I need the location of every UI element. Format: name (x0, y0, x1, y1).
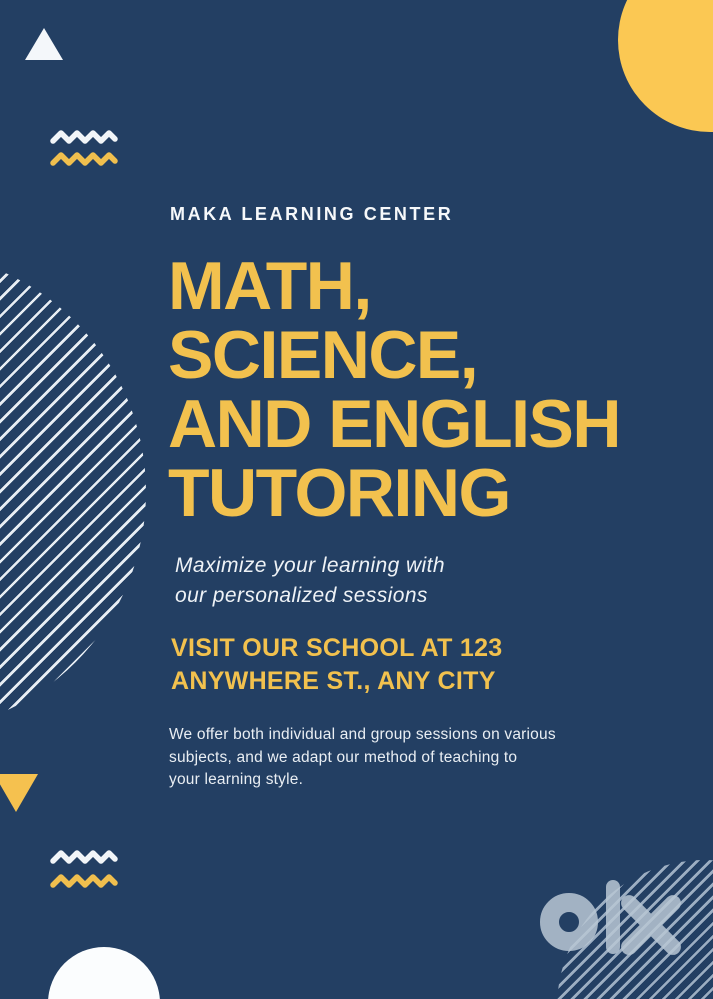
olx-logo (538, 878, 686, 958)
triangle-up-icon (25, 28, 63, 60)
zigzag-white-bottom-icon (50, 848, 118, 866)
white-circle-decoration (48, 947, 160, 999)
address-line-1: VISIT OUR SCHOOL AT 123 (171, 634, 503, 662)
zigzag-white-top-icon (50, 128, 118, 146)
poster-title (168, 248, 620, 531)
zigzag-yellow-top-icon (50, 150, 118, 168)
description-line-2: subjects, and we adapt our method of teaching to (169, 748, 518, 766)
olx-letter-x-icon (622, 896, 680, 953)
description-line-1: We offer both individual and group sessions on various (169, 726, 556, 743)
brand-name: MAKA LEARNING CENTER (170, 204, 454, 224)
subtitle-line-1: Maximize your learning with (175, 554, 445, 577)
olx-letter-bar-icon (606, 880, 620, 954)
zigzag-yellow-bottom-icon (50, 872, 118, 890)
description-paragraph (169, 724, 556, 792)
subtitle-line-2: our personalized sessions (175, 584, 428, 607)
striped-circle-left-decoration (0, 251, 146, 733)
description-line-3: your learning style. (169, 771, 304, 788)
poster-subtitle (175, 551, 445, 611)
title-line-1: MATH, (168, 248, 371, 324)
address-callout (171, 632, 503, 698)
triangle-down-icon (0, 774, 38, 812)
address-line-2: ANYWHERE ST., ANY CITY (171, 667, 496, 695)
yellow-circle-decoration (618, 0, 713, 132)
olx-letter-o-icon (540, 893, 598, 951)
title-line-4: TUTORING (168, 455, 510, 531)
title-line-2: SCIENCE, (168, 317, 478, 393)
title-line-3: AND ENGLISH (168, 386, 620, 462)
